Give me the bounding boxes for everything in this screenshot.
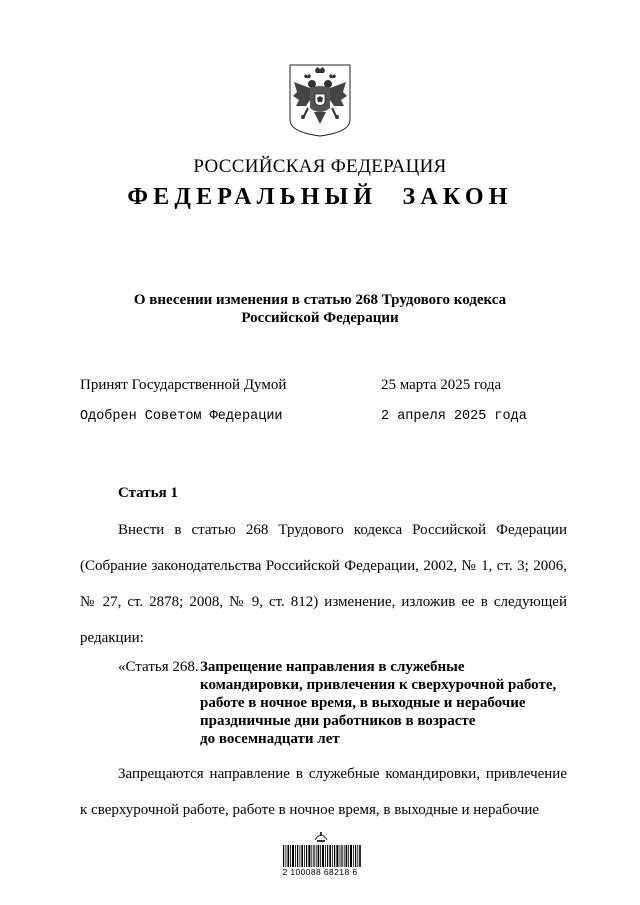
country-name: РОССИЙСКАЯ ФЕДЕРАЦИЯ xyxy=(193,156,447,177)
law-subject-line: Российской Федерации xyxy=(241,310,399,326)
quoted-article-title-line: командировки, привлечения к сверхурочной работе, xyxy=(200,677,557,693)
duma-adoption-label: Принят Государственной Думой xyxy=(80,377,287,393)
law-subject-line: О внесении изменения в статью 268 Трудового кодекса xyxy=(133,292,507,308)
barcode-icon xyxy=(283,845,361,867)
quoted-article-title-line: до восемнадцати лет xyxy=(200,731,340,747)
coat-of-arms-icon xyxy=(288,62,352,137)
barcode-number: 2 100088 68218 6 xyxy=(282,867,358,877)
quoted-article-title xyxy=(200,658,570,748)
quoted-article-title-line: работе в ночное время, в выходные и нерабочие xyxy=(200,695,526,711)
quoted-article-number: «Статья 268. xyxy=(118,659,199,675)
quoted-article-title-line: праздничные дни работников в возрасте xyxy=(200,713,476,729)
quoted-article-title-line: Запрещение направления в служебные xyxy=(200,659,465,675)
printer-mark-icon xyxy=(311,828,331,844)
council-approval-label: Одобрен Советом Федерации xyxy=(80,409,283,424)
article-body-paragraph: Запрещаются направление в служебные командировки, привлечение к сверхурочной работе, работе в ночное время, в выходные и нерабочие xyxy=(80,766,567,818)
council-approval-date: 2 апреля 2025 года xyxy=(381,409,527,424)
duma-adoption-date: 25 марта 2025 года xyxy=(381,377,502,393)
law-subject xyxy=(80,291,560,327)
document-type: ФЕДЕРАЛЬНЫЙ ЗАКОН xyxy=(127,184,513,210)
article-heading: Статья 1 xyxy=(118,485,178,501)
article-intro-paragraph: Внести в статью 268 Трудового кодекса Российской Федерации (Собрание законодательства Российской Федерации, 2002, № 1, ст. 3; 2006, № 27, ст. 2878; 2008, № 9, ст. 812) изменение, изложив ее в следующей редакции: xyxy=(80,522,567,646)
